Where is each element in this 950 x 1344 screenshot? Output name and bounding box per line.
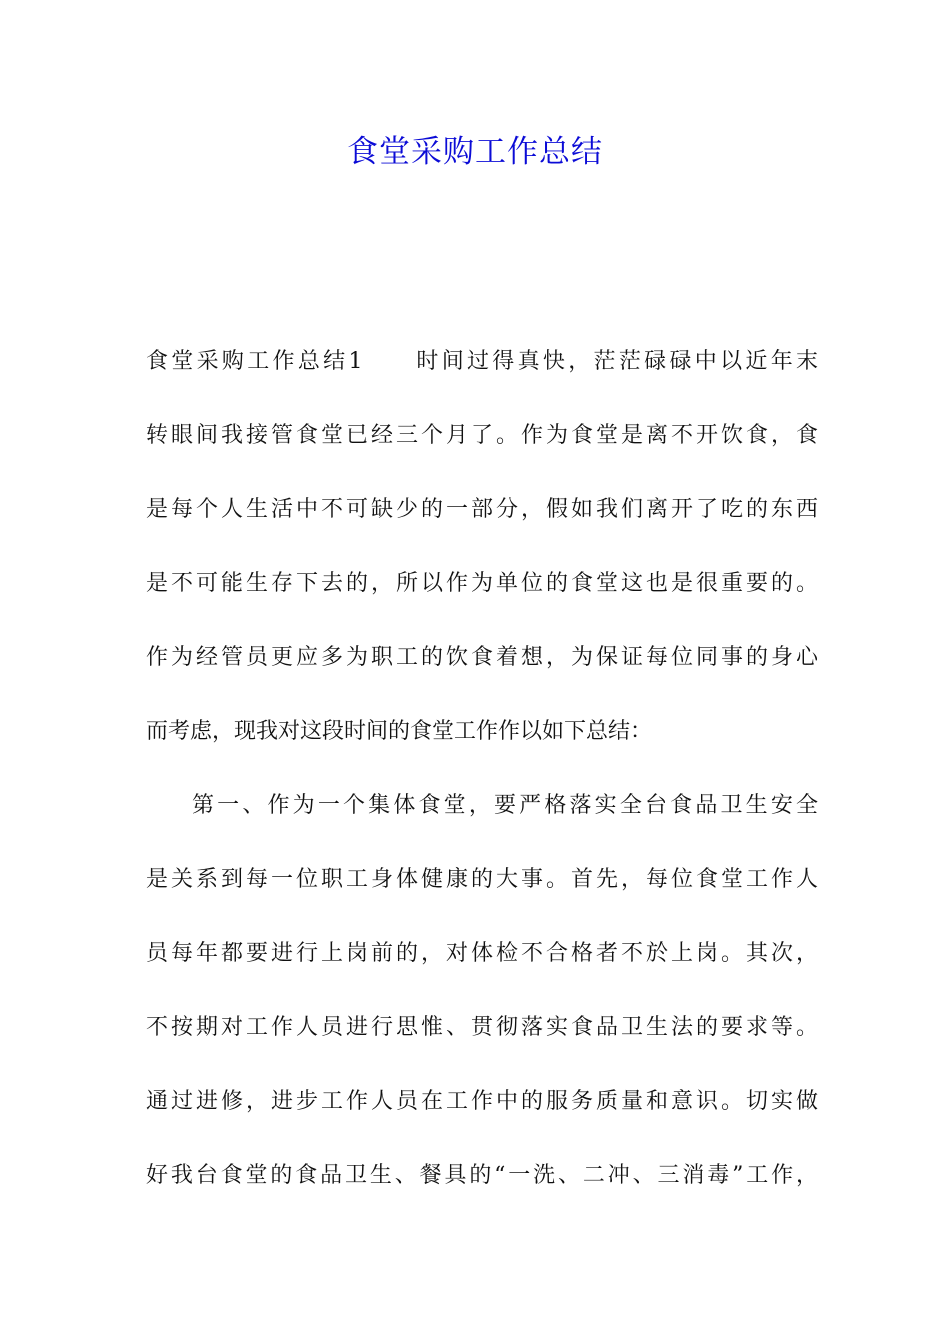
- body-line-9: 员每年都要进行上岗前的，对体检不合格者不於上岗。其次，: [146, 941, 818, 966]
- body-line-5: 作为经管员更应多为职工的饮食着想，为保证每位同事的身心: [146, 645, 818, 670]
- body-line-7: 第一、作为一个集体食堂，要严格落实全台食品卫生安全: [192, 793, 818, 818]
- body-line-2: 转眼间我接管食堂已经三个月了。作为食堂是离不开饮食，食: [146, 423, 818, 448]
- body-line-11: 通过进修，进步工作人员在工作中的服务质量和意识。切实做: [146, 1089, 818, 1114]
- body-line-10: 不按期对工作人员进行思惟、贯彻落实食品卫生法的要求等。: [146, 1015, 818, 1040]
- body-line-3: 是每个人生活中不可缺少的一部分，假如我们离开了吃的东西: [146, 497, 818, 522]
- body-line-1: 食堂采购工作总结1 时间过得真快，茫茫碌碌中以近年末: [146, 349, 818, 374]
- body-line-12: 好我台食堂的食品卫生、餐具的“一洗、二冲、三消毒”工作，: [146, 1163, 818, 1188]
- body-line-6: 而考虑，现我对这段时间的食堂工作作以如下总结：: [146, 719, 653, 744]
- document-title: 食堂采购工作总结: [347, 134, 603, 170]
- body-line-4: 是不可能生存下去的，所以作为单位的食堂这也是很重要的。: [146, 571, 818, 596]
- body-line-8: 是关系到每一位职工身体健康的大事。首先，每位食堂工作人: [146, 867, 818, 892]
- document-body: [146, 336, 818, 1224]
